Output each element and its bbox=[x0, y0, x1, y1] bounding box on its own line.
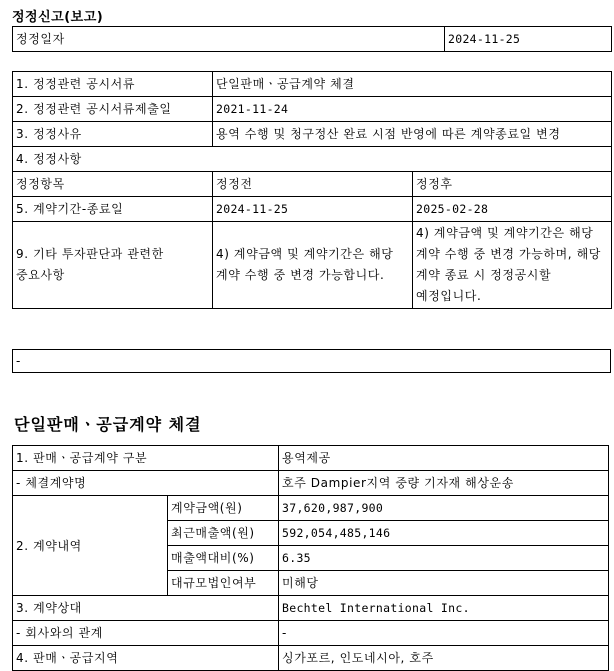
contract-type-value: 용역제공 bbox=[279, 446, 609, 471]
table-row bbox=[13, 621, 609, 646]
correction-reason-label: 3. 정정사유 bbox=[13, 122, 213, 147]
correction-date-table bbox=[12, 26, 612, 52]
large-corp-value: 미해당 bbox=[279, 571, 609, 596]
contract-type-label: 1. 판매ㆍ공급계약 구분 bbox=[13, 446, 279, 471]
company-relation-label: - 회사와의 관계 bbox=[13, 621, 279, 646]
supply-region-label: 4. 판매ㆍ공급지역 bbox=[13, 646, 279, 671]
company-relation-value: - bbox=[279, 621, 609, 646]
table-row bbox=[13, 197, 612, 222]
table-header-row bbox=[13, 172, 612, 197]
correction-item: 5. 계약기간-종료일 bbox=[13, 197, 213, 222]
submission-date-value: 2021-11-24 bbox=[213, 97, 612, 122]
page-title: 정정신고(보고) bbox=[12, 10, 104, 25]
correction-date-row bbox=[13, 27, 612, 52]
contract-name-value: 호주 Dampier지역 중량 기자재 해상운송 bbox=[279, 471, 609, 496]
table-row bbox=[13, 446, 609, 471]
correction-date-value: 2024-11-25 bbox=[445, 27, 612, 52]
counterparty-value: Bechtel International Inc. bbox=[279, 596, 609, 621]
table-row bbox=[13, 222, 612, 309]
related-document-value: 단일판매ㆍ공급계약 체결 bbox=[213, 72, 612, 97]
correction-after: 4) 계약금액 및 계약기간은 해당 계약 수행 중 변경 가능하며, 해당 계약 종료 시 정정공시할 예정입니다. bbox=[413, 222, 612, 309]
remark-text: - bbox=[13, 350, 611, 373]
contract-name-label: - 체결계약명 bbox=[13, 471, 279, 496]
table-row bbox=[13, 596, 609, 621]
column-header-before: 정정전 bbox=[213, 172, 413, 197]
table-row bbox=[13, 72, 612, 97]
correction-item: 9. 기타 투자판단과 관련한 중요사항 bbox=[13, 222, 213, 309]
contract-amount-label: 계약금액(원) bbox=[168, 496, 279, 521]
large-corp-label: 대규모법인여부 bbox=[168, 571, 279, 596]
correction-before: 2024-11-25 bbox=[213, 197, 413, 222]
correction-details-table bbox=[12, 71, 612, 309]
table-row bbox=[13, 122, 612, 147]
counterparty-label: 3. 계약상대 bbox=[13, 596, 279, 621]
sales-ratio-value: 6.35 bbox=[279, 546, 609, 571]
submission-date-label: 2. 정정관련 공시서류제출일 bbox=[13, 97, 213, 122]
remark-table bbox=[12, 349, 611, 373]
correction-after: 2025-02-28 bbox=[413, 197, 612, 222]
contract-amount-value: 37,620,987,900 bbox=[279, 496, 609, 521]
contract-details-label: 2. 계약내역 bbox=[13, 496, 168, 596]
table-row bbox=[13, 350, 611, 373]
supply-region-value: 싱가포르, 인도네시아, 호주 bbox=[279, 646, 609, 671]
recent-sales-value: 592,054,485,146 bbox=[279, 521, 609, 546]
sales-ratio-label: 매출액대비(%) bbox=[168, 546, 279, 571]
recent-sales-label: 최근매출액(원) bbox=[168, 521, 279, 546]
correction-reason-value: 용역 수행 및 청구정산 완료 시점 반영에 따른 계약종료일 변경 bbox=[213, 122, 612, 147]
column-header-item: 정정항목 bbox=[13, 172, 213, 197]
contract-section-title: 단일판매ㆍ공급계약 체결 bbox=[14, 415, 202, 434]
table-row bbox=[13, 97, 612, 122]
table-row bbox=[13, 471, 609, 496]
correction-items-label: 4. 정정사항 bbox=[13, 147, 612, 172]
contract-table bbox=[12, 445, 609, 671]
related-document-label: 1. 정정관련 공시서류 bbox=[13, 72, 213, 97]
correction-date-label: 정정일자 bbox=[13, 27, 445, 52]
column-header-after: 정정후 bbox=[413, 172, 612, 197]
table-row bbox=[13, 496, 609, 521]
correction-before: 4) 계약금액 및 계약기간은 해당 계약 수행 중 변경 가능합니다. bbox=[213, 222, 413, 309]
table-row bbox=[13, 147, 612, 172]
